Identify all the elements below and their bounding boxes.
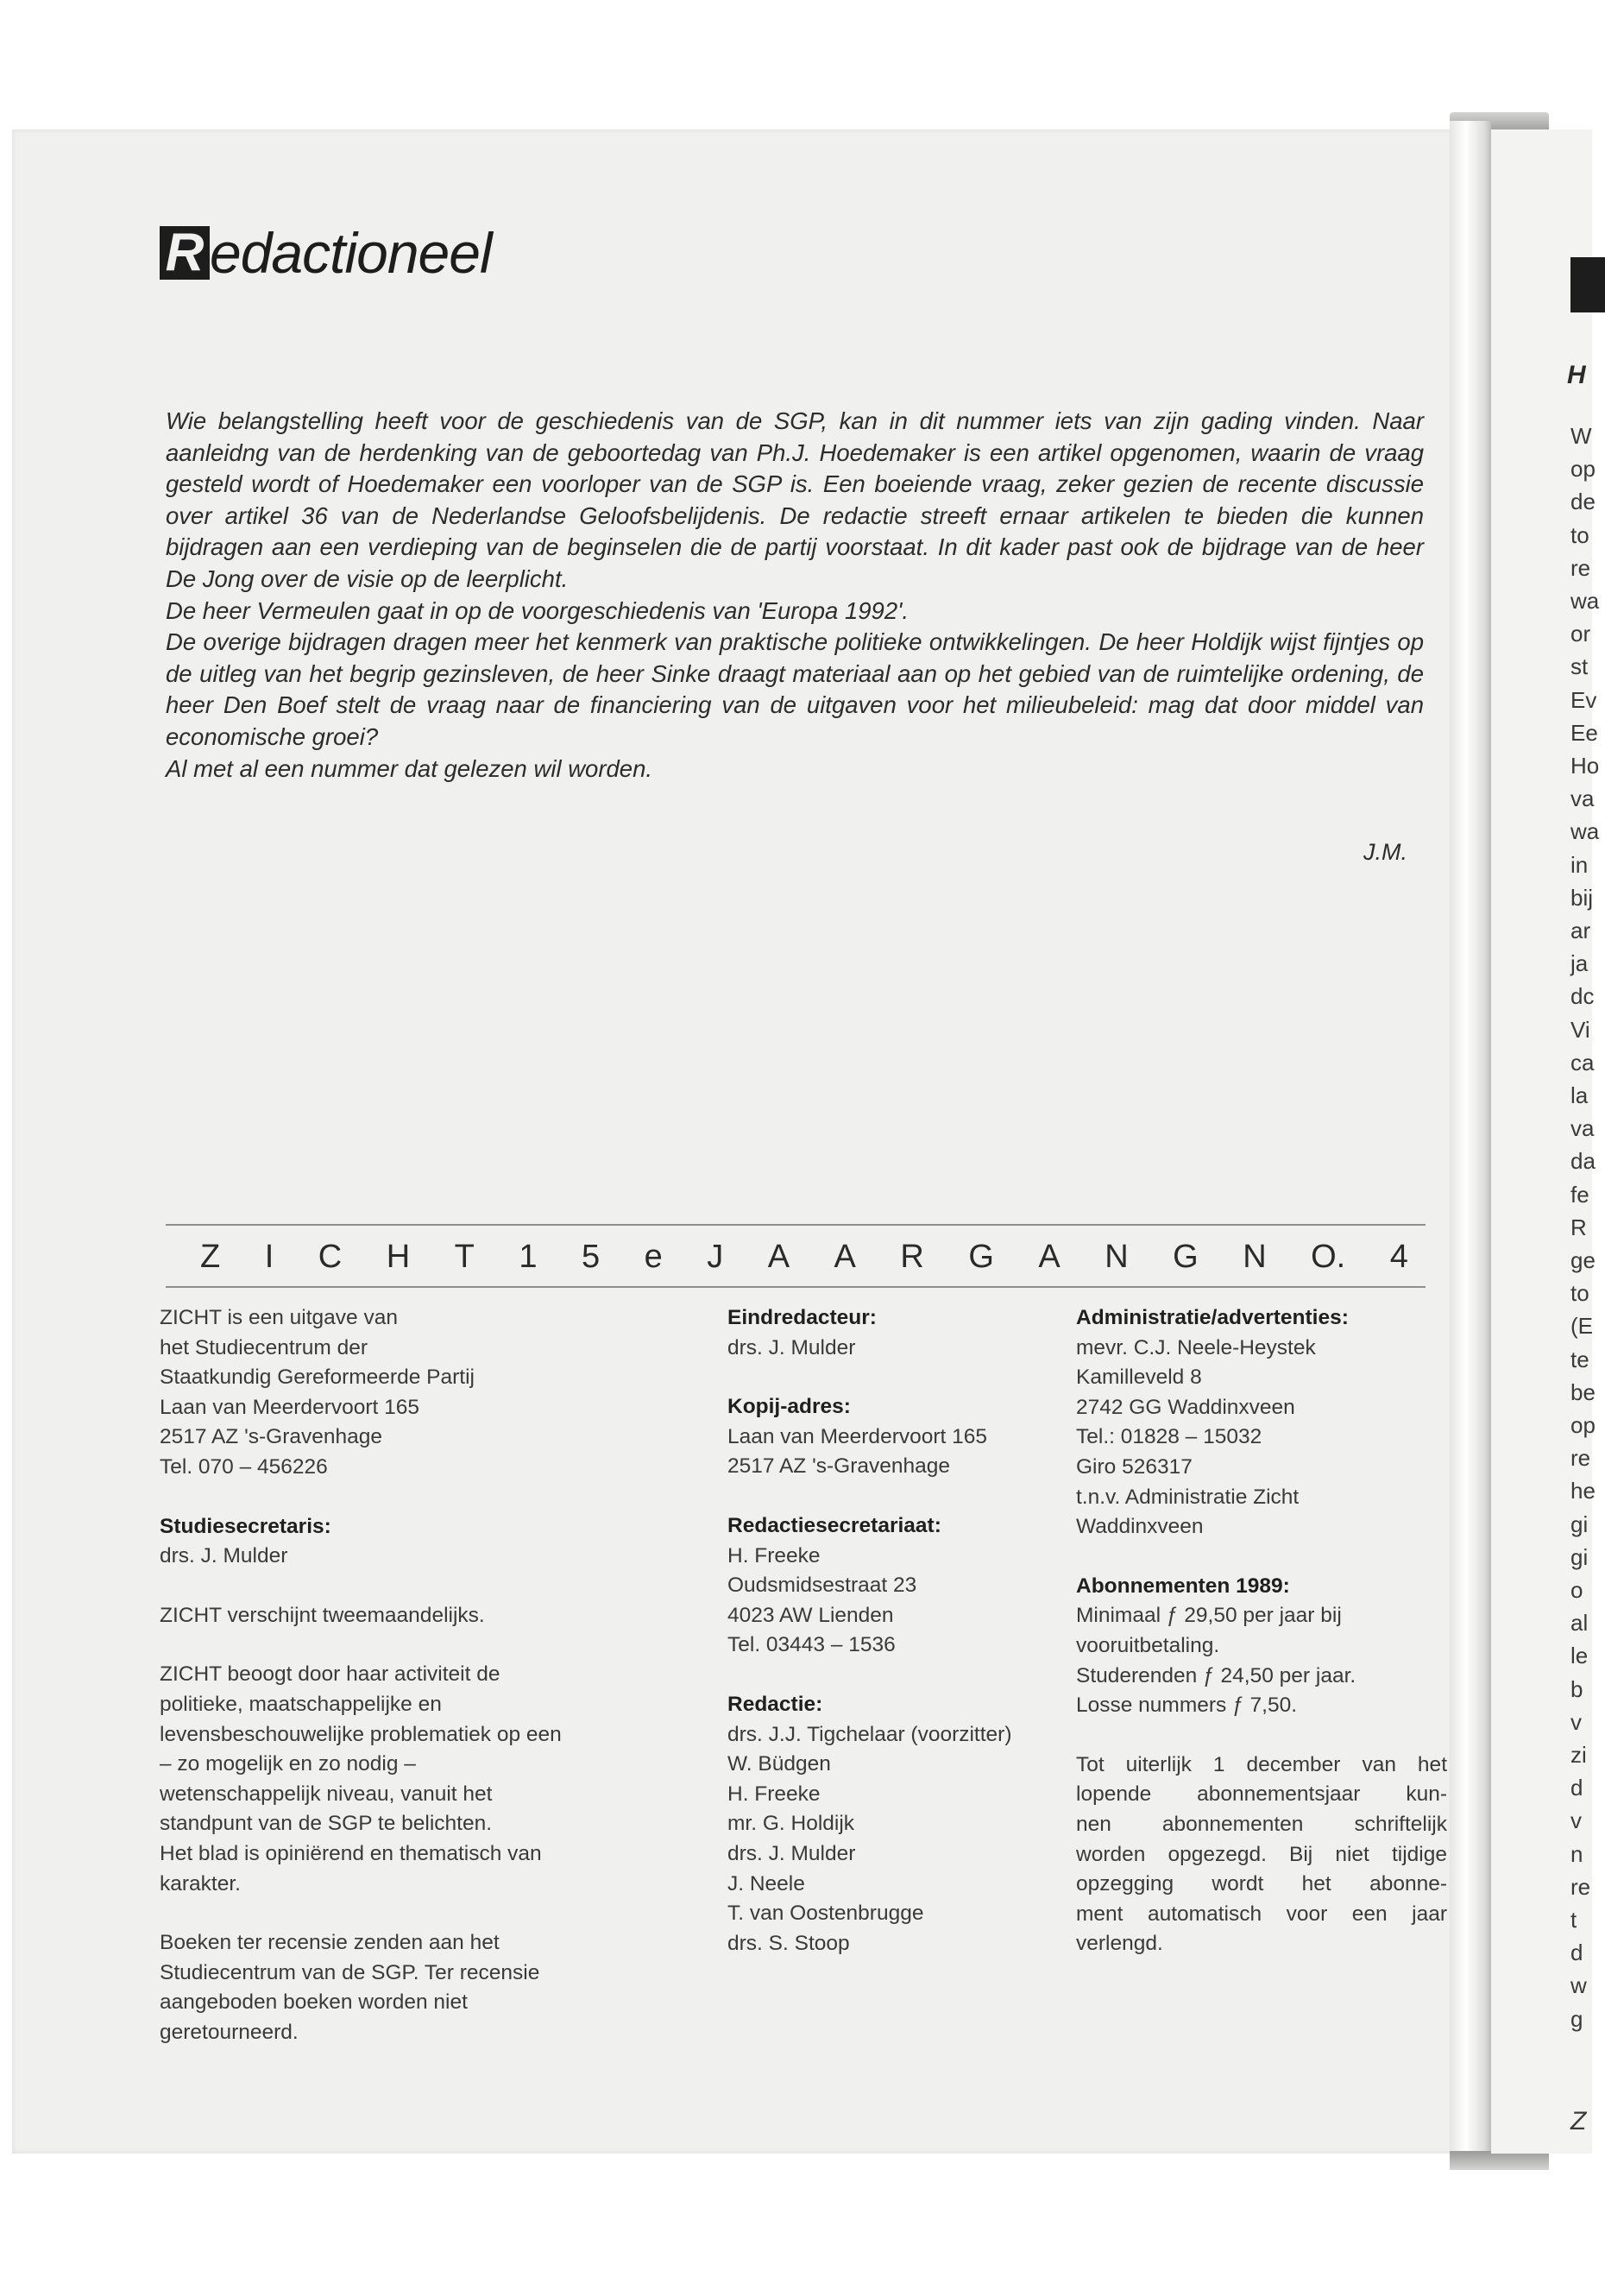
abonnementen-prices (1076, 1601, 1447, 1720)
banner-bottom-rule (166, 1286, 1426, 1288)
next-page-line: dc (1570, 983, 1595, 1010)
redactie-member: T. van Oostenbrugge (727, 1902, 924, 1926)
banner-char: 5 (581, 1239, 601, 1275)
eindredacteur-heading: Eindredacteur: (727, 1306, 877, 1329)
next-page-line: v (1570, 1807, 1582, 1834)
next-page-line: d (1570, 1940, 1583, 1966)
masthead-title: edactioneel (210, 221, 492, 285)
redactie-member: drs. J. Mulder (727, 1841, 856, 1865)
publisher-line: ZICHT is een uitgave van (160, 1306, 398, 1329)
editorial-paragraph: Wie belangstelling heeft voor de geschiedenis van de SGP, kan in dit nummer iets van zijn gading vinden. Naar aanleidng van de herdenking van de geboortedag van Ph.J. Hoedemaker is een artikel opgenomen, waarin de vraag gesteld wordt of Hoedemaker een voorloper van de SGP is. Een boeiende vraag, zeker gezien de recente discussie over artikel 36 van de Nederlandse Geloofsbelijdenis. De redactie streeft ernaar artikelen te bieden die kunnen bijdragen aan een verdieping van de beginselen die de partij voorstaat. In dit kader past ook de bijdrage van de heer De Jong over de visie op de leerplicht. (166, 407, 1424, 592)
aim-line: wetenschappelijk niveau, vanuit het (160, 1782, 493, 1806)
books-line: Studiecentrum van de SGP. Ter recensie (160, 1960, 540, 1984)
abonnementen-line: vooruitbetaling. (1076, 1633, 1220, 1657)
administratie-line: 2742 GG Waddinxveen (1076, 1395, 1295, 1419)
aim-line: karakter. (160, 1871, 241, 1895)
abonnementen-block (1076, 1572, 1447, 1721)
banner-char: A (1038, 1239, 1061, 1275)
banner-char: 4 (1389, 1239, 1408, 1275)
banner-char: N (1105, 1239, 1129, 1275)
next-page-line: o (1570, 1577, 1583, 1603)
next-page-line: zi (1570, 1742, 1587, 1768)
secretariaat-line: Tel. 03443 – 1536 (727, 1633, 896, 1657)
administratie-line: Tel.: 01828 – 15032 (1076, 1425, 1262, 1449)
next-page-line: gi (1570, 1511, 1589, 1537)
colophon-column-editors (727, 1303, 1073, 1988)
cancellation-line: Tot uiterlijk 1 december van het (1076, 1752, 1447, 1776)
redactie-member: W. Büdgen (727, 1752, 831, 1776)
banner-char: O. (1311, 1239, 1346, 1275)
next-page-line: or (1570, 621, 1591, 647)
book-spine (1450, 121, 1491, 2162)
next-page-line: bij (1570, 884, 1594, 911)
books-line: geretourneerd. (160, 2020, 299, 2044)
next-page-line: be (1570, 1378, 1596, 1405)
next-page-line: to (1570, 521, 1589, 548)
banner-char: 1 (519, 1239, 538, 1275)
redactie-member: drs. S. Stoop (727, 1931, 850, 1955)
next-page-footer: Z (1570, 2107, 1587, 2135)
next-page-line: ja (1570, 950, 1589, 977)
kopij-line: 2517 AZ 's-Gravenhage (727, 1454, 951, 1479)
colophon-column-publisher (160, 1303, 695, 2077)
next-page-line: n (1570, 1840, 1583, 1867)
secretariaat-block (727, 1511, 1073, 1661)
secretaris-heading: Studiesecretaris: (160, 1514, 331, 1538)
next-page-line: op (1570, 1412, 1596, 1438)
abonnementen-line: Minimaal ƒ 29,50 per jaar bij (1076, 1604, 1342, 1628)
secretariaat-line: H. Freeke (727, 1543, 821, 1567)
next-page-line: wa (1570, 818, 1600, 845)
administratie-line: Giro 526317 (1076, 1454, 1193, 1479)
next-page-line: la (1570, 1082, 1589, 1108)
banner-char: e (644, 1239, 663, 1275)
next-page-line: t (1570, 1907, 1577, 1933)
eindredacteur-block (727, 1303, 1073, 1363)
banner-char: Z (200, 1239, 221, 1275)
secretariaat-heading: Redactiesecretariaat: (727, 1513, 941, 1537)
next-page-logo (1570, 257, 1605, 312)
publisher-line: het Studiecentrum der (160, 1335, 368, 1359)
next-page-line: fe (1570, 1181, 1589, 1208)
redactie-member: J. Neele (727, 1871, 805, 1895)
aim-line: – zo mogelijk en zo nodig – (160, 1752, 416, 1776)
masthead (160, 221, 492, 285)
kopij-address (727, 1422, 1073, 1482)
publisher-line: Staatkundig Gereformeerde Partij (160, 1366, 475, 1390)
editorial-paragraph: De heer Vermeulen gaat in op de voorgeschiedenis van 'Europa 1992'. (166, 596, 910, 624)
banner-char: G (968, 1239, 994, 1275)
secretaris-name: drs. J. Mulder (160, 1544, 288, 1568)
next-page-line: d (1570, 1775, 1583, 1801)
masthead-initial: R (160, 226, 210, 280)
cancellation-line: verlengd. (1076, 1932, 1163, 1956)
cancellation-note (1076, 1750, 1447, 1959)
colophon-column-administration (1076, 1303, 1447, 1989)
banner-char: I (264, 1239, 274, 1275)
next-page-line: de (1570, 489, 1596, 515)
next-page-line: re (1570, 554, 1591, 581)
aim-line: politieke, maatschappelijke en (160, 1692, 442, 1716)
aim-line: levensbeschouwelijke problematiek op een (160, 1722, 562, 1746)
right-page-edge (1491, 129, 1600, 2154)
editorial-paragraph: Al met al een nummer dat gelezen wil worden. (166, 754, 653, 782)
books-line: aangeboden boeken worden niet (160, 1990, 468, 2015)
banner-char: A (834, 1239, 856, 1275)
next-page-line: ar (1570, 918, 1591, 943)
eindredacteur-name: drs. J. Mulder (727, 1335, 856, 1359)
banner-char: N (1243, 1239, 1267, 1275)
editorial-text (166, 406, 1424, 785)
books-line: Boeken ter recensie zenden aan het (160, 1931, 500, 1955)
volume-banner (200, 1236, 1408, 1277)
publisher-line: 2517 AZ 's-Gravenhage (160, 1425, 383, 1449)
next-page-line: Ho (1570, 753, 1600, 779)
next-page-line: he (1570, 1478, 1596, 1504)
editorial-paragraph: De overige bijdragen dragen meer het kenmerk van praktische politieke ontwikkelingen. De heer Holdijk wijst fijntjes op de uitleg van het begrip gezinsleven, de heer Sinke draagt materiaal aan op het gebied van de ruimtelijke ordening, de heer Den Boef stelt de vraag naar de financiering van de uitgaven voor het milieubeleid: mag dat door middel van economische groei? (166, 628, 1424, 750)
administratie-address (1076, 1334, 1447, 1542)
next-page-line: te (1570, 1346, 1589, 1372)
next-page-line: le (1570, 1643, 1589, 1669)
next-page-line: in (1570, 851, 1589, 878)
next-page-line: Vi (1570, 1016, 1590, 1043)
banner-char: J (707, 1239, 724, 1275)
next-page-line: ge (1570, 1247, 1596, 1273)
cancellation-line: ment automatisch voor een jaar (1076, 1902, 1447, 1926)
next-page-line: op (1570, 456, 1596, 483)
banner-char: A (767, 1239, 790, 1275)
next-page-line: (E (1570, 1313, 1593, 1340)
cancellation-line: nen abonnementen schriftelijk (1076, 1812, 1447, 1836)
cancellation-line: opzegging wordt het abonne- (1076, 1872, 1447, 1896)
administratie-heading: Administratie/advertenties: (1076, 1306, 1349, 1329)
next-page-line: R (1570, 1214, 1587, 1240)
next-page-line: wa (1570, 588, 1600, 614)
publisher-line: Laan van Meerdervoort 165 (160, 1395, 419, 1419)
next-page-line: W (1570, 423, 1592, 449)
aim-line: standpunt van de SGP te belichten. (160, 1812, 493, 1836)
redactie-member: mr. G. Holdijk (727, 1812, 855, 1836)
banner-char: C (318, 1239, 343, 1275)
cancellation-line: lopende abonnementsjaar kun- (1076, 1782, 1447, 1807)
banner-char: H (386, 1239, 411, 1275)
secretariaat-line: Oudsmidsestraat 23 (727, 1574, 917, 1598)
aim-statement (160, 1660, 695, 1899)
redactie-member: drs. J.J. Tigchelaar (voorzitter) (727, 1722, 1012, 1746)
administratie-line: mevr. C.J. Neele-Heystek (1076, 1335, 1316, 1359)
abonnementen-line: Studerenden ƒ 24,50 per jaar. (1076, 1663, 1356, 1687)
next-page-line: b (1570, 1675, 1583, 1702)
secretaris-block (160, 1512, 695, 1572)
books-note (160, 1928, 695, 2047)
redactie-members (727, 1720, 1073, 1959)
banner-char: G (1173, 1239, 1199, 1275)
next-page-line: ca (1570, 1049, 1595, 1075)
next-page-line: al (1570, 1610, 1589, 1637)
secretariaat-address (727, 1542, 1073, 1661)
binding-bottom (1450, 2151, 1549, 2170)
administratie-line: Kamilleveld 8 (1076, 1366, 1202, 1390)
next-page-line: g (1570, 2005, 1583, 2032)
redactie-heading: Redactie: (727, 1692, 823, 1716)
aim-line: ZICHT beoogt door haar activiteit de (160, 1662, 500, 1687)
kopij-heading: Kopij-adres: (727, 1395, 851, 1419)
next-page-line: Ee (1570, 719, 1598, 746)
next-page-line: re (1570, 1445, 1591, 1472)
banner-top-rule (166, 1224, 1426, 1226)
next-page-line: v (1570, 1708, 1582, 1735)
abonnementen-heading: Abonnementen 1989: (1076, 1574, 1290, 1598)
banner-char: T (454, 1239, 475, 1275)
next-page-line: w (1570, 1972, 1587, 1999)
editorial-signature: J.M. (1363, 839, 1407, 865)
kopij-line: Laan van Meerdervoort 165 (727, 1424, 987, 1448)
next-page-line: Ev (1570, 686, 1597, 713)
next-page-line: va (1570, 1115, 1595, 1142)
next-page-line: da (1570, 1148, 1596, 1175)
frequency-note: ZICHT verschijnt tweemaandelijks. (160, 1603, 485, 1627)
publisher-address (160, 1303, 695, 1483)
next-page-heading: H (1567, 361, 1586, 389)
administratie-line: Waddinxveen (1076, 1515, 1204, 1539)
next-page-line: re (1570, 1873, 1591, 1900)
cancellation-line: worden opgezegd. Bij niet tijdige (1076, 1842, 1447, 1866)
administratie-line: t.n.v. Administratie Zicht (1076, 1485, 1300, 1509)
administratie-block (1076, 1303, 1447, 1542)
next-page-line: st (1570, 653, 1589, 680)
secretariaat-line: 4023 AW Lienden (727, 1603, 894, 1627)
banner-char: R (900, 1239, 924, 1275)
next-page-line: gi (1570, 1543, 1589, 1570)
publisher-line: Tel. 070 – 456226 (160, 1454, 328, 1479)
redactie-block (727, 1690, 1073, 1959)
abonnementen-line: Losse nummers ƒ 7,50. (1076, 1694, 1298, 1718)
next-page-line: va (1570, 785, 1595, 812)
redactie-member: H. Freeke (727, 1782, 821, 1806)
kopij-block (727, 1392, 1073, 1482)
aim-line: Het blad is opiniërend en thematisch van (160, 1841, 542, 1865)
next-page-line: to (1570, 1280, 1589, 1307)
